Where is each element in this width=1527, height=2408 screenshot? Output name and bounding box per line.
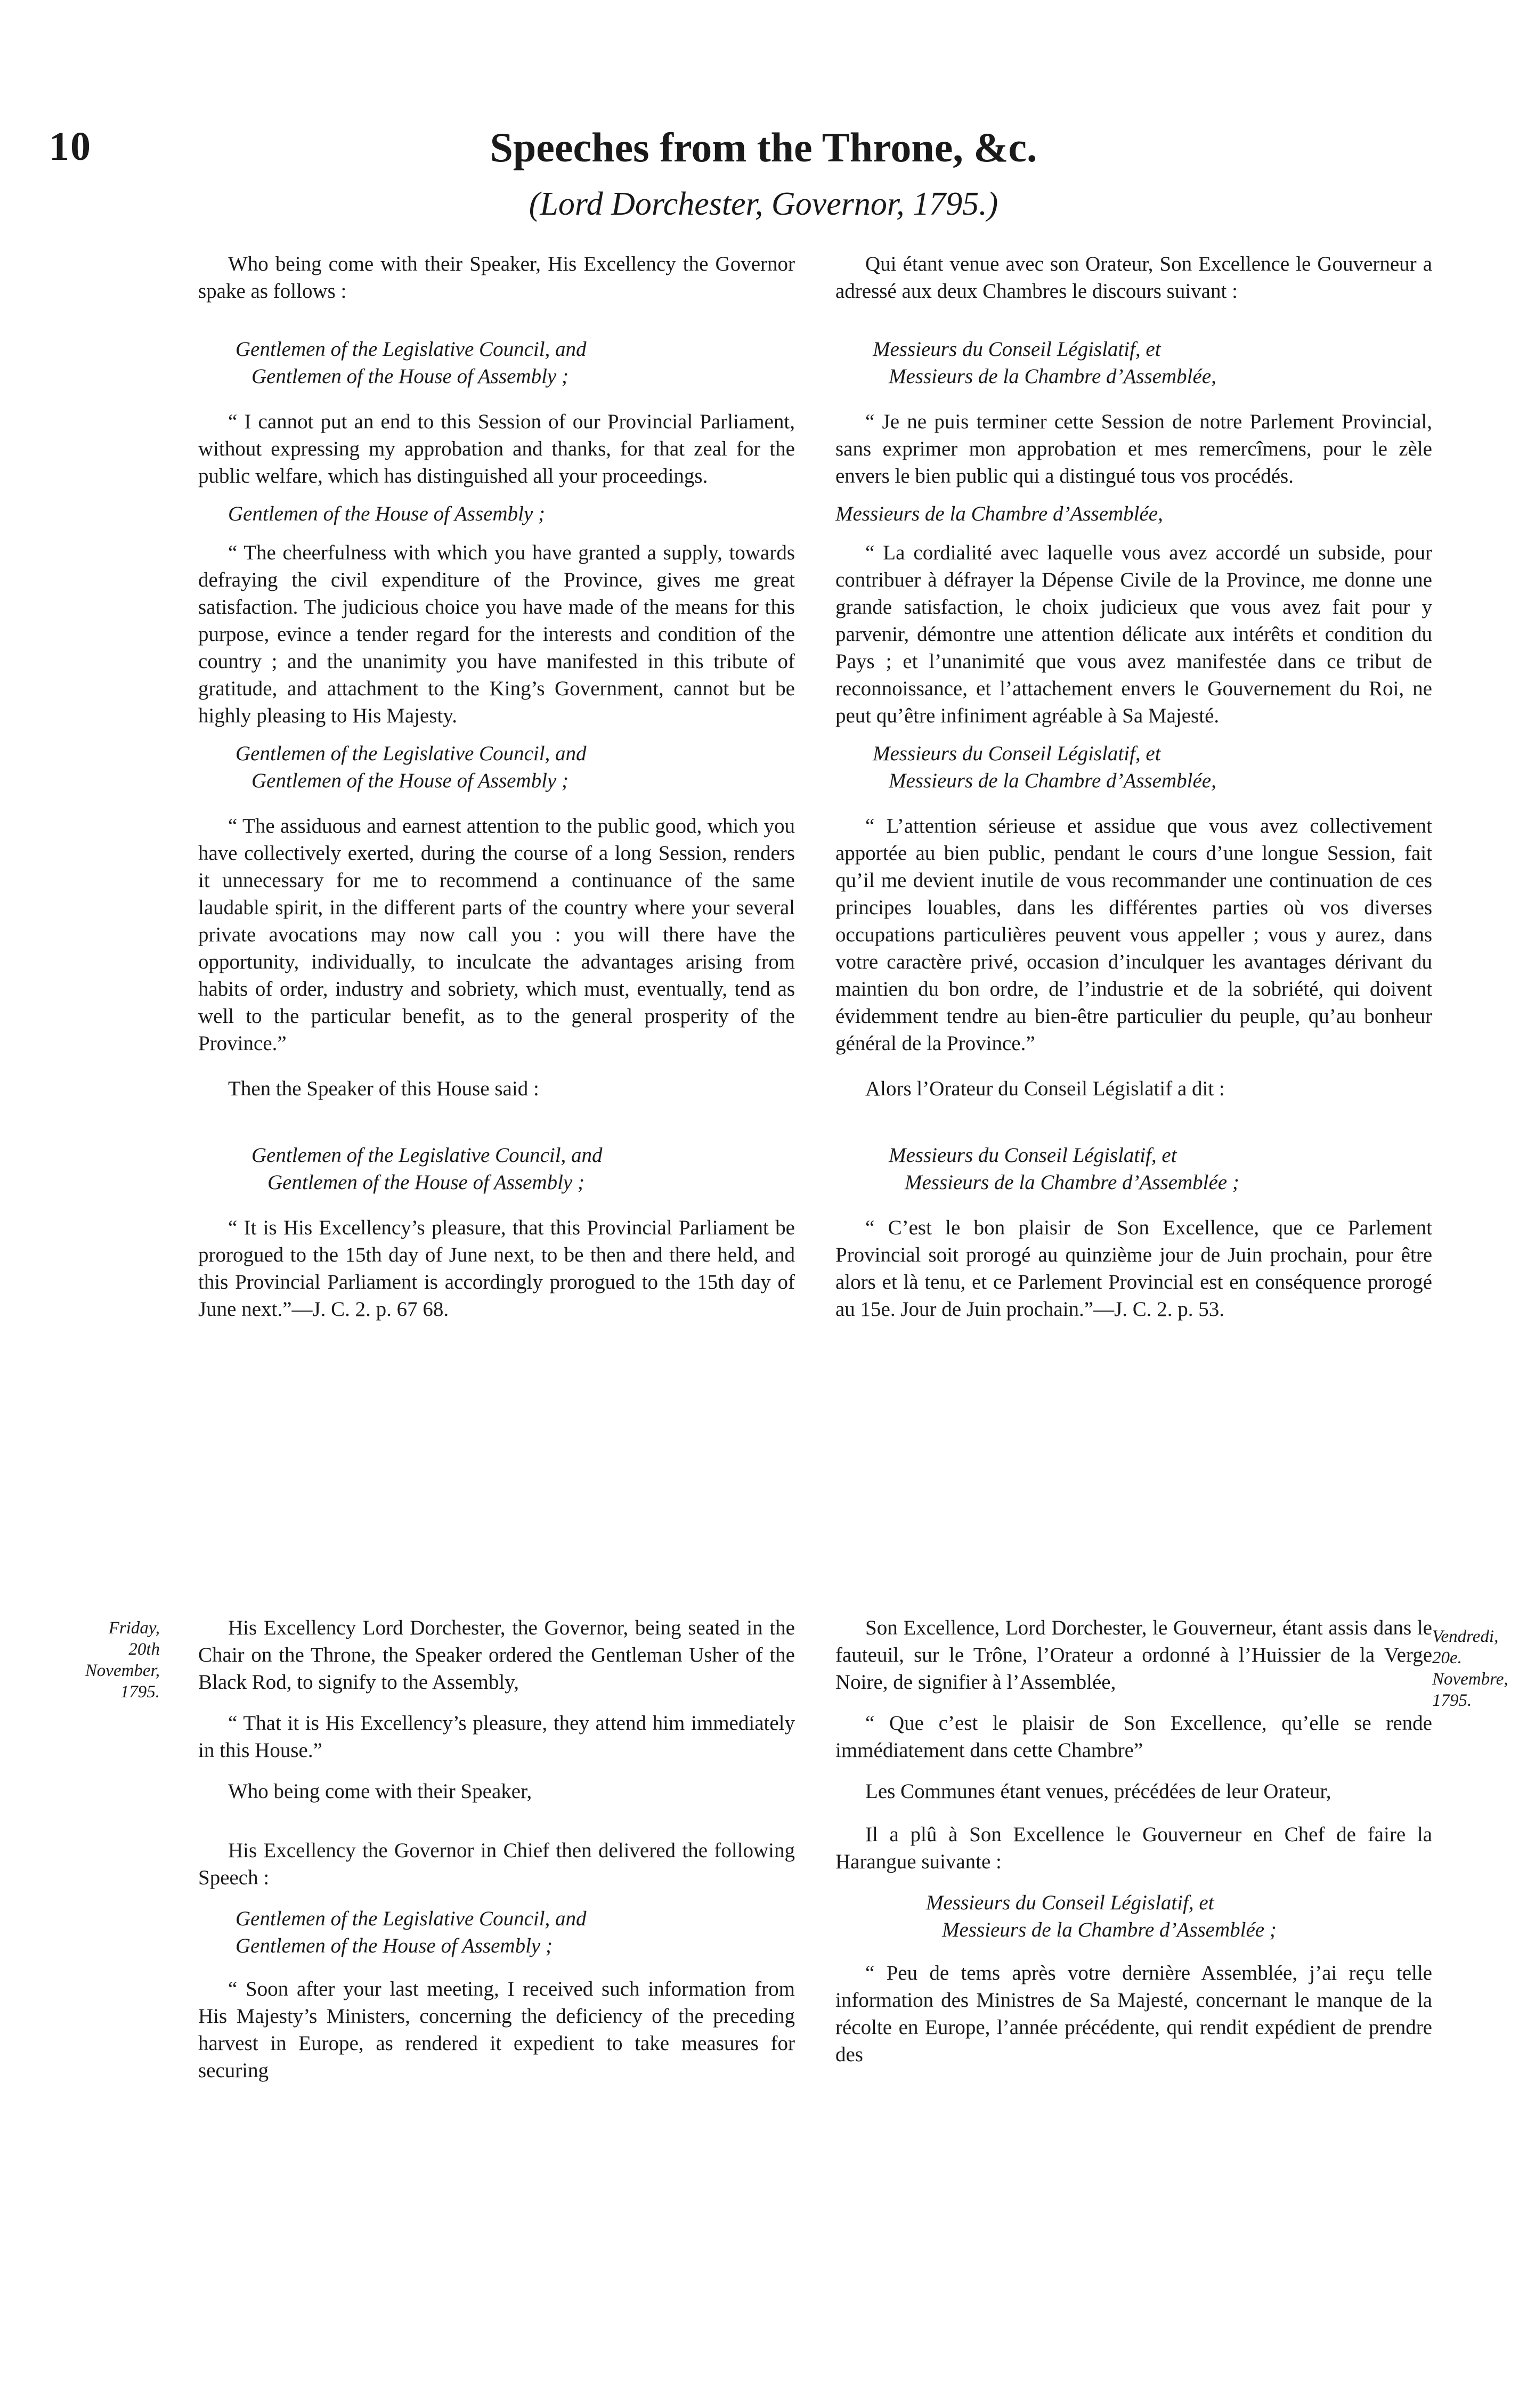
narrative-paragraph: Who being come with their Speaker, <box>228 1780 532 1803</box>
salutation-line: Messieurs de la Chambre d’Assemblée, <box>889 769 1216 792</box>
salutation-line: Messieurs du Conseil Législatif, et <box>873 742 1161 765</box>
salutation-line: Gentlemen of the House of Assembly ; <box>251 769 568 792</box>
salutation-line: Messieurs du Conseil Législatif, et <box>873 338 1161 361</box>
speech-paragraph: “ Peu de tems après votre dernière Assemblée, j’ai reçu telle information des Ministres de Sa Majesté, concernant le manque de la récolte en Europe, l’année précédente, qui rendit expédient de prendre des <box>835 1962 1432 2066</box>
salutation-line: Gentlemen of the House of Assembly ; <box>251 365 568 388</box>
salutation-line: Messieurs de la Chambre d’Assemblée ; <box>905 1171 1239 1194</box>
intro-text: Qui étant venue avec son Orateur, Son Excellence le Gouverneur a adressé aux deux Chambres le discours suivant : <box>835 253 1432 303</box>
salutation-line: Messieurs de la Chambre d’Assemblée, <box>889 365 1216 388</box>
speech-paragraph: “ It is His Excellency’s pleasure, that this Provincial Parliament be prorogued to the 15th day of June next, to be then and there held, and this Provincial Parliament is accordingly prorogued to the 15th day of June next.”—J. C. 2. p. 67 68. <box>198 1216 795 1321</box>
section1-french-column <box>835 250 1432 1323</box>
speech-paragraph: “ Je ne puis terminer cette Session de notre Parlement Provincial, sans exprimer mon approbation et mes remercîmens, pour le zèle envers le bien public qui a distingué tous vos procédés. <box>835 410 1432 487</box>
margin-date-note: Friday, 20th November, 1795. <box>85 1618 160 1702</box>
speech-paragraph: “ La cordialité avec laquelle vous avez accordé un subside, pour contribuer à défrayer la Dépense Civile de la Province, me donne une grande satisfaction, le choix judicieux que vous avez fait pour y parvenir, démontre une attention délicate aux intérêts et condition du Pays ; et l’unanimité que vous avez manifestée dans ce tribut de reconnoissance, et l’attachement envers le Gouvernement du Roi, ne peut qu’être infiniment agréable à Sa Majesté. <box>835 541 1432 727</box>
speech-paragraph: “ L’attention sérieuse et assidue que vous avez collectivement apportée au bien public, pendant le cours d’une longue Session, fait qu’il me devient inutile de vous recommander une continuation de ces principes louables, dans les différentes parties où vos diverses occupations particulières peuvent vous appeller ; vous y aurez, dans votre caractère privé, occasion d’inculquer les avantages dérivant du maintien du bon ordre, de l’industrie et de la sobriété, qui doivent évidemment tendre au bien-être particulier du peuple, qu’au bonheur général de la Province.” <box>835 815 1432 1055</box>
salutation-line: Messieurs de la Chambre d’Assemblée, <box>835 502 1163 525</box>
intro-text: Who being come with their Speaker, His Excellency the Governor spake as follows : <box>198 253 795 303</box>
narrative-paragraph: Les Communes étant venues, précédées de leur Orateur, <box>865 1780 1331 1803</box>
salutation-line: Gentlemen of the House of Assembly ; <box>267 1171 584 1194</box>
speech-paragraph: “ The assiduous and earnest attention to the public good, which you have collectively exerted, during the course of a long Session, renders it unnecessary for me to recommend a continuance of the same laudable spirit, in the different parts of the country where your several private avocations may now call you : you will there have the opportunity, individually, to inculcate the advantages arising from habits of order, industry and sobriety, which must, eventually, tend as well to the particular benefit, as to the general prosperity of the Province.” <box>198 815 795 1055</box>
section1-english-column <box>198 250 795 1323</box>
salutation-line: Gentlemen of the Legislative Council, and <box>235 1907 587 1930</box>
page-title: Speeches from the Throne, &c. <box>490 124 1037 170</box>
page-subtitle: (Lord Dorchester, Governor, 1795.) <box>529 186 998 222</box>
page-number: 10 <box>49 124 92 169</box>
salutation-line: Messieurs du Conseil Législatif, et <box>926 1891 1214 1914</box>
salutation-line: Gentlemen of the Legislative Council, and <box>251 1144 603 1167</box>
narrative-paragraph: His Excellency the Governor in Chief then delivered the following Speech : <box>198 1839 795 1889</box>
speech-paragraph: “ C’est le bon plaisir de Son Excellence, que ce Parlement Provincial soit prorogé au quinzième jour de Juin prochain, pour être alors et là tenu, et ce Parlement Provincial est en conséquence prorogé au 15e. Jour de Juin prochain.”—J. C. 2. p. 53. <box>835 1216 1432 1321</box>
salutation-line: Gentlemen of the Legislative Council, and <box>235 742 587 765</box>
speaker-line: Then the Speaker of this House said : <box>228 1077 539 1100</box>
speech-paragraph: “ Que c’est le plaisir de Son Excellence, qu’elle se rende immédiatement dans cette Chambre” <box>835 1712 1432 1762</box>
salutation-line: Messieurs du Conseil Législatif, et <box>889 1144 1177 1167</box>
narrative-paragraph: Son Excellence, Lord Dorchester, le Gouverneur, étant assis dans le fauteuil, sur le Trône, l’Orateur a ordonné à l’Huissier de la Verge Noire, de signifier à l’Assemblée, <box>835 1616 1432 1694</box>
margin-date-note: Vendredi, 20e. Novembre, 1795. <box>1432 1627 1508 1710</box>
speech-paragraph: “ The cheerfulness with which you have granted a supply, towards defraying the civil expenditure of the Province, gives me great satisfaction. The judicious choice you have made of the means for this purpose, evince a tender regard for the interests and condition of the country ; and the unanimity you have manifested in this tribute of gratitude, and attachment to the King’s Government, cannot but be highly pleasing to His Majesty. <box>198 541 795 727</box>
salutation-line: Gentlemen of the Legislative Council, and <box>235 338 587 361</box>
salutation-line: Gentlemen of the House of Assembly ; <box>235 1934 553 1957</box>
section2-french-column <box>835 1614 1432 2068</box>
narrative-paragraph: Il a plû à Son Excellence le Gouverneur en Chef de faire la Harangue suivante : <box>835 1823 1432 1873</box>
narrative-paragraph: His Excellency Lord Dorchester, the Governor, being seated in the Chair on the Throne, the Speaker ordered the Gentleman Usher of the Black Rod, to signify to the Assembly, <box>198 1616 795 1694</box>
speech-paragraph: “ That it is His Excellency’s pleasure, they attend him immediately in this House.” <box>198 1712 795 1762</box>
salutation-line: Gentlemen of the House of Assembly ; <box>228 502 545 525</box>
speech-paragraph: “ Soon after your last meeting, I received such information from His Majesty’s Ministers, concerning the deficiency of the preceding harvest in Europe, as rendered it expedient to take measures for securing <box>198 1978 795 2082</box>
salutation-line: Messieurs de la Chambre d’Assemblée ; <box>942 1918 1277 1941</box>
speech-paragraph: “ I cannot put an end to this Session of our Provincial Parliament, without expressing my approbation and thanks, for that zeal for the public welfare, which has distinguished all your proceedings. <box>198 410 795 487</box>
section2-english-column <box>198 1614 795 2084</box>
speaker-line: Alors l’Orateur du Conseil Législatif a dit : <box>865 1077 1225 1100</box>
